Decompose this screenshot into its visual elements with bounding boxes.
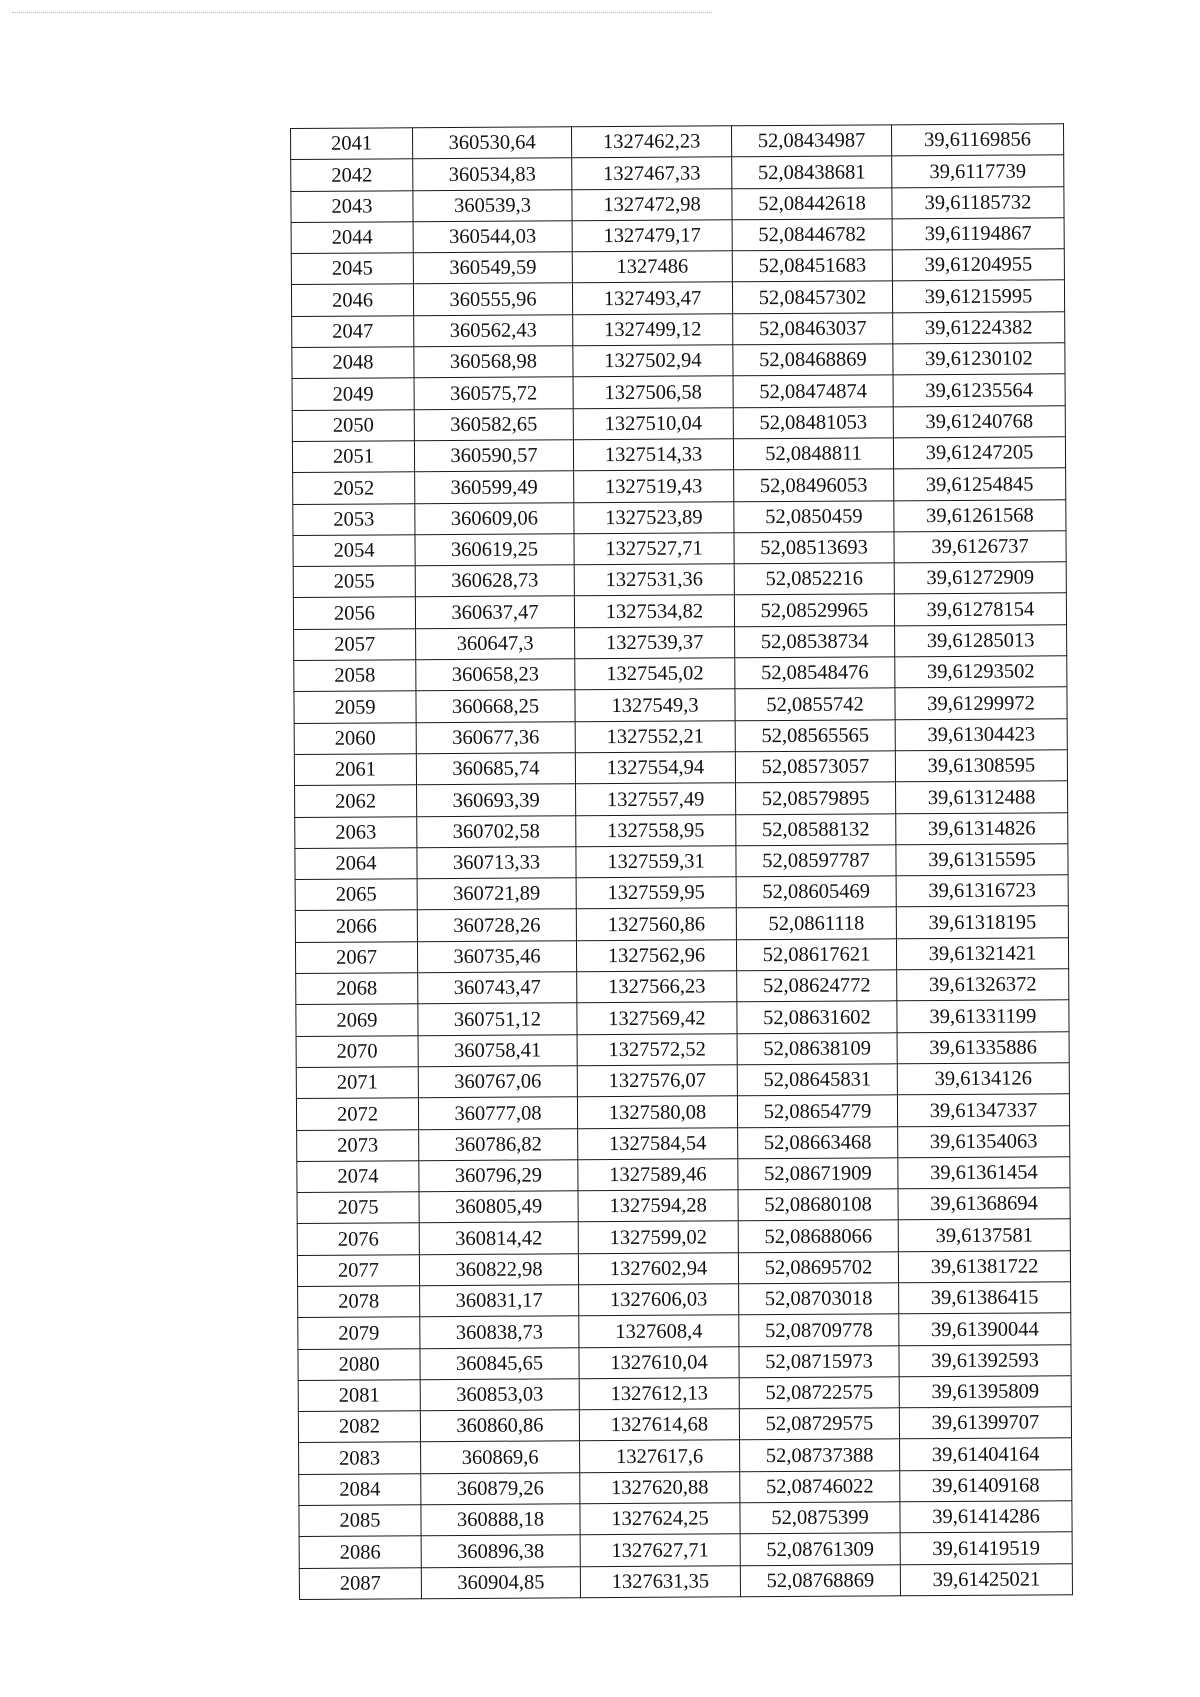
point-number-cell: 2058 <box>294 660 416 692</box>
longitude-cell: 39,61230102 <box>893 343 1065 375</box>
latitude-cell: 52,08631602 <box>737 1001 897 1033</box>
x-coordinate-cell: 360743,47 <box>418 972 577 1004</box>
x-coordinate-cell: 360869,6 <box>421 1441 580 1473</box>
x-coordinate-cell: 360549,59 <box>413 252 572 284</box>
table-row <box>296 1063 1069 1099</box>
longitude-cell: 39,61293502 <box>895 656 1067 688</box>
latitude-cell: 52,08709778 <box>739 1314 899 1346</box>
table-row <box>294 687 1067 723</box>
longitude-cell: 39,61315595 <box>896 844 1068 876</box>
latitude-cell: 52,08671909 <box>738 1158 898 1190</box>
y-coordinate-cell: 1327531,36 <box>574 564 734 596</box>
y-coordinate-cell: 1327499,12 <box>573 314 733 346</box>
longitude-cell: 39,6126737 <box>894 531 1066 563</box>
table-row <box>295 875 1068 911</box>
x-coordinate-cell: 360845,65 <box>420 1347 579 1379</box>
longitude-cell: 39,61419519 <box>900 1532 1072 1564</box>
latitude-cell: 52,08538734 <box>735 626 895 658</box>
table-row <box>296 1094 1069 1130</box>
latitude-cell: 52,0852216 <box>734 563 894 595</box>
longitude-cell: 39,61368694 <box>898 1188 1070 1220</box>
y-coordinate-cell: 1327608,4 <box>579 1315 739 1347</box>
table-row <box>297 1188 1070 1224</box>
table-row <box>295 812 1068 848</box>
table-row <box>293 562 1066 598</box>
x-coordinate-cell: 360721,89 <box>417 878 576 910</box>
table-row <box>299 1470 1072 1506</box>
point-number-cell: 2068 <box>296 973 418 1005</box>
latitude-cell: 52,08680108 <box>738 1189 898 1221</box>
longitude-cell: 39,61304423 <box>895 718 1067 750</box>
y-coordinate-cell: 1327624,25 <box>580 1503 740 1535</box>
point-number-cell: 2045 <box>291 253 413 285</box>
point-number-cell: 2081 <box>298 1380 420 1412</box>
y-coordinate-cell: 1327549,3 <box>575 689 735 721</box>
point-number-cell: 2053 <box>293 503 415 535</box>
latitude-cell: 52,08703018 <box>739 1283 899 1315</box>
x-coordinate-cell: 360831,17 <box>420 1285 579 1317</box>
point-number-cell: 2055 <box>293 566 415 598</box>
latitude-cell: 52,08474874 <box>733 375 893 407</box>
x-coordinate-cell: 360751,12 <box>418 1003 577 1035</box>
table-row <box>292 343 1065 379</box>
x-coordinate-cell: 360599,49 <box>415 471 574 503</box>
x-coordinate-cell: 360879,26 <box>421 1473 580 1505</box>
latitude-cell: 52,08722575 <box>739 1377 899 1409</box>
latitude-cell: 52,08513693 <box>734 532 894 564</box>
coordinates-table <box>290 123 1073 1600</box>
point-number-cell: 2080 <box>298 1348 420 1380</box>
table-row <box>298 1407 1071 1443</box>
x-coordinate-cell: 360677,36 <box>416 721 575 753</box>
y-coordinate-cell: 1327594,28 <box>578 1190 738 1222</box>
latitude-cell: 52,08468869 <box>733 344 893 376</box>
x-coordinate-cell: 360904,85 <box>421 1566 580 1598</box>
y-coordinate-cell: 1327620,88 <box>580 1472 740 1504</box>
longitude-cell: 39,61390044 <box>899 1313 1071 1345</box>
x-coordinate-cell: 360555,96 <box>413 283 572 315</box>
point-number-cell: 2072 <box>296 1098 418 1130</box>
latitude-cell: 52,08597787 <box>736 845 896 877</box>
longitude-cell: 39,61194867 <box>892 218 1064 250</box>
y-coordinate-cell: 1327472,98 <box>572 188 732 220</box>
longitude-cell: 39,61392593 <box>899 1344 1071 1376</box>
x-coordinate-cell: 360628,73 <box>415 565 574 597</box>
table-row <box>291 280 1064 316</box>
latitude-cell: 52,0861118 <box>736 907 896 939</box>
point-number-cell: 2051 <box>292 441 414 473</box>
latitude-cell: 52,08605469 <box>736 876 896 908</box>
point-number-cell: 2044 <box>291 222 413 254</box>
point-number-cell: 2073 <box>297 1129 419 1161</box>
longitude-cell: 39,61204955 <box>892 249 1064 281</box>
x-coordinate-cell: 360609,06 <box>415 502 574 534</box>
latitude-cell: 52,08688066 <box>738 1220 898 1252</box>
x-coordinate-cell: 360637,47 <box>415 596 574 628</box>
longitude-cell: 39,61318195 <box>896 906 1068 938</box>
table-row <box>296 1031 1069 1067</box>
x-coordinate-cell: 360728,26 <box>417 909 576 941</box>
table-row <box>291 124 1064 160</box>
x-coordinate-cell: 360530,64 <box>413 127 572 159</box>
latitude-cell: 52,08481053 <box>733 406 893 438</box>
y-coordinate-cell: 1327462,23 <box>571 126 731 158</box>
longitude-cell: 39,61316723 <box>896 875 1068 907</box>
y-coordinate-cell: 1327554,94 <box>575 752 735 784</box>
y-coordinate-cell: 1327589,46 <box>578 1159 738 1191</box>
point-number-cell: 2056 <box>293 597 415 629</box>
table-row <box>291 218 1064 254</box>
point-number-cell: 2059 <box>294 691 416 723</box>
latitude-cell: 52,08463037 <box>733 313 893 345</box>
table-row <box>291 186 1064 222</box>
y-coordinate-cell: 1327617,6 <box>580 1440 740 1472</box>
latitude-cell: 52,08737388 <box>740 1439 900 1471</box>
longitude-cell: 39,61312488 <box>896 781 1068 813</box>
latitude-cell: 52,08768869 <box>740 1564 900 1596</box>
longitude-cell: 39,61386415 <box>899 1282 1071 1314</box>
table-row <box>298 1282 1071 1318</box>
point-number-cell: 2076 <box>297 1223 419 1255</box>
y-coordinate-cell: 1327552,21 <box>575 720 735 752</box>
longitude-cell: 39,61278154 <box>894 593 1066 625</box>
table-row <box>294 625 1067 661</box>
point-number-cell: 2047 <box>292 316 414 348</box>
x-coordinate-cell: 360805,49 <box>419 1191 578 1223</box>
x-coordinate-cell: 360860,86 <box>420 1410 579 1442</box>
latitude-cell: 52,08638109 <box>737 1032 897 1064</box>
x-coordinate-cell: 360685,74 <box>416 753 575 785</box>
table-row <box>293 531 1066 567</box>
point-number-cell: 2085 <box>299 1505 421 1537</box>
x-coordinate-cell: 360658,23 <box>416 659 575 691</box>
x-coordinate-cell: 360668,25 <box>416 690 575 722</box>
longitude-cell: 39,61261568 <box>894 499 1066 531</box>
x-coordinate-cell: 360575,72 <box>414 377 573 409</box>
longitude-cell: 39,61299972 <box>895 687 1067 719</box>
longitude-cell: 39,61272909 <box>894 562 1066 594</box>
longitude-cell: 39,61254845 <box>894 468 1066 500</box>
x-coordinate-cell: 360647,3 <box>416 628 575 660</box>
point-number-cell: 2070 <box>296 1035 418 1067</box>
y-coordinate-cell: 1327602,94 <box>578 1252 738 1284</box>
latitude-cell: 52,08442618 <box>732 187 892 219</box>
table-row <box>293 593 1066 629</box>
longitude-cell: 39,61425021 <box>900 1563 1072 1595</box>
latitude-cell: 52,0848811 <box>733 438 893 470</box>
y-coordinate-cell: 1327599,02 <box>578 1221 738 1253</box>
table-row <box>299 1501 1072 1537</box>
table-row <box>295 937 1068 973</box>
point-number-cell: 2087 <box>299 1567 421 1599</box>
table-row <box>292 405 1065 441</box>
point-number-cell: 2048 <box>292 347 414 379</box>
x-coordinate-cell: 360702,58 <box>417 815 576 847</box>
y-coordinate-cell: 1327560,86 <box>576 908 736 940</box>
y-coordinate-cell: 1327557,49 <box>576 783 736 815</box>
longitude-cell: 39,61169856 <box>891 124 1063 156</box>
latitude-cell: 52,08761309 <box>740 1533 900 1565</box>
table-row <box>295 844 1068 880</box>
latitude-cell: 52,08565565 <box>735 719 895 751</box>
longitude-cell: 39,6134126 <box>897 1063 1069 1095</box>
longitude-cell: 39,61308595 <box>895 750 1067 782</box>
longitude-cell: 39,6137581 <box>898 1219 1070 1251</box>
table-row <box>293 499 1066 535</box>
table-row <box>299 1563 1072 1599</box>
y-coordinate-cell: 1327559,31 <box>576 846 736 878</box>
table-row <box>297 1125 1070 1161</box>
y-coordinate-cell: 1327631,35 <box>580 1565 740 1597</box>
point-number-cell: 2049 <box>292 378 414 410</box>
longitude-cell: 39,61331199 <box>897 1000 1069 1032</box>
table-row <box>297 1219 1070 1255</box>
point-number-cell: 2065 <box>295 879 417 911</box>
y-coordinate-cell: 1327523,89 <box>574 501 734 533</box>
point-number-cell: 2084 <box>299 1473 421 1505</box>
latitude-cell: 52,0875399 <box>740 1502 900 1534</box>
x-coordinate-cell: 360796,29 <box>419 1160 578 1192</box>
table-row <box>297 1250 1070 1286</box>
y-coordinate-cell: 1327514,33 <box>573 439 733 471</box>
x-coordinate-cell: 360568,98 <box>414 346 573 378</box>
y-coordinate-cell: 1327610,04 <box>579 1346 739 1378</box>
x-coordinate-cell: 360544,03 <box>413 221 572 253</box>
point-number-cell: 2042 <box>291 159 413 191</box>
y-coordinate-cell: 1327527,71 <box>574 533 734 565</box>
x-coordinate-cell: 360777,08 <box>418 1097 577 1129</box>
longitude-cell: 39,61347337 <box>897 1094 1069 1126</box>
y-coordinate-cell: 1327558,95 <box>576 814 736 846</box>
latitude-cell: 52,08451683 <box>732 250 892 282</box>
table-row <box>299 1532 1072 1568</box>
x-coordinate-cell: 360713,33 <box>417 847 576 879</box>
latitude-cell: 52,08746022 <box>740 1471 900 1503</box>
coordinates-table-body <box>291 124 1073 1600</box>
point-number-cell: 2078 <box>298 1286 420 1318</box>
point-number-cell: 2067 <box>295 941 417 973</box>
point-number-cell: 2050 <box>292 409 414 441</box>
x-coordinate-cell: 360838,73 <box>420 1316 579 1348</box>
point-number-cell: 2041 <box>291 128 413 160</box>
x-coordinate-cell: 360590,57 <box>414 440 573 472</box>
table-row <box>294 750 1067 786</box>
table-row <box>295 781 1068 817</box>
table-row <box>296 1000 1069 1036</box>
x-coordinate-cell: 360896,38 <box>421 1535 580 1567</box>
longitude-cell: 39,61235564 <box>893 374 1065 406</box>
x-coordinate-cell: 360539,3 <box>413 189 572 221</box>
x-coordinate-cell: 360562,43 <box>414 315 573 347</box>
table-row <box>296 969 1069 1005</box>
table-row <box>291 249 1064 285</box>
latitude-cell: 52,08588132 <box>736 813 896 845</box>
y-coordinate-cell: 1327562,96 <box>576 940 736 972</box>
table-row <box>294 718 1067 754</box>
x-coordinate-cell: 360853,03 <box>420 1379 579 1411</box>
latitude-cell: 52,08548476 <box>735 657 895 689</box>
latitude-cell: 52,08695702 <box>738 1251 898 1283</box>
latitude-cell: 52,08438681 <box>732 156 892 188</box>
point-number-cell: 2083 <box>299 1442 421 1474</box>
latitude-cell: 52,08663468 <box>738 1126 898 1158</box>
point-number-cell: 2043 <box>291 190 413 222</box>
latitude-cell: 52,08624772 <box>737 970 897 1002</box>
y-coordinate-cell: 1327519,43 <box>574 470 734 502</box>
table-row <box>298 1313 1071 1349</box>
point-number-cell: 2086 <box>299 1536 421 1568</box>
y-coordinate-cell: 1327534,82 <box>574 595 734 627</box>
point-number-cell: 2075 <box>297 1192 419 1224</box>
y-coordinate-cell: 1327486 <box>572 251 732 283</box>
y-coordinate-cell: 1327479,17 <box>572 220 732 252</box>
scan-artifact-line <box>12 12 712 13</box>
x-coordinate-cell: 360619,25 <box>415 534 574 566</box>
x-coordinate-cell: 360582,65 <box>414 408 573 440</box>
x-coordinate-cell: 360735,46 <box>417 940 576 972</box>
y-coordinate-cell: 1327467,33 <box>572 157 732 189</box>
longitude-cell: 39,61335886 <box>897 1031 1069 1063</box>
latitude-cell: 52,08617621 <box>736 939 896 971</box>
table-row <box>295 906 1068 942</box>
table-row <box>298 1344 1071 1380</box>
y-coordinate-cell: 1327584,54 <box>578 1127 738 1159</box>
table-row <box>298 1376 1071 1412</box>
latitude-cell: 52,08573057 <box>735 751 895 783</box>
y-coordinate-cell: 1327493,47 <box>572 282 732 314</box>
x-coordinate-cell: 360786,82 <box>419 1128 578 1160</box>
longitude-cell: 39,61354063 <box>898 1125 1070 1157</box>
point-number-cell: 2057 <box>294 628 416 660</box>
point-number-cell: 2060 <box>294 722 416 754</box>
longitude-cell: 39,61409168 <box>900 1470 1072 1502</box>
latitude-cell: 52,08529965 <box>734 594 894 626</box>
y-coordinate-cell: 1327572,52 <box>577 1033 737 1065</box>
y-coordinate-cell: 1327627,71 <box>580 1534 740 1566</box>
point-number-cell: 2062 <box>295 785 417 817</box>
table-row <box>292 312 1065 348</box>
latitude-cell: 52,0855742 <box>735 688 895 720</box>
y-coordinate-cell: 1327566,23 <box>577 971 737 1003</box>
y-coordinate-cell: 1327614,68 <box>579 1409 739 1441</box>
table-row <box>299 1438 1072 1474</box>
longitude-cell: 39,61326372 <box>897 969 1069 1001</box>
point-number-cell: 2071 <box>296 1067 418 1099</box>
x-coordinate-cell: 360822,98 <box>419 1253 578 1285</box>
point-number-cell: 2074 <box>297 1161 419 1193</box>
y-coordinate-cell: 1327580,08 <box>577 1096 737 1128</box>
table-row <box>293 468 1066 504</box>
longitude-cell: 39,61247205 <box>893 437 1065 469</box>
point-number-cell: 2066 <box>295 910 417 942</box>
table-row <box>292 437 1065 473</box>
longitude-cell: 39,6117739 <box>892 155 1064 187</box>
point-number-cell: 2052 <box>293 472 415 504</box>
point-number-cell: 2061 <box>294 754 416 786</box>
longitude-cell: 39,61395809 <box>899 1376 1071 1408</box>
point-number-cell: 2063 <box>295 816 417 848</box>
y-coordinate-cell: 1327539,37 <box>575 627 735 659</box>
point-number-cell: 2046 <box>291 284 413 316</box>
point-number-cell: 2079 <box>298 1317 420 1349</box>
longitude-cell: 39,61361454 <box>898 1157 1070 1189</box>
point-number-cell: 2054 <box>293 535 415 567</box>
latitude-cell: 52,08579895 <box>736 782 896 814</box>
longitude-cell: 39,61321421 <box>896 937 1068 969</box>
latitude-cell: 52,08654779 <box>737 1095 897 1127</box>
point-number-cell: 2064 <box>295 848 417 880</box>
y-coordinate-cell: 1327506,58 <box>573 376 733 408</box>
longitude-cell: 39,61224382 <box>893 312 1065 344</box>
y-coordinate-cell: 1327559,95 <box>576 877 736 909</box>
y-coordinate-cell: 1327545,02 <box>575 658 735 690</box>
x-coordinate-cell: 360693,39 <box>417 784 576 816</box>
longitude-cell: 39,61185732 <box>892 186 1064 218</box>
longitude-cell: 39,61404164 <box>900 1438 1072 1470</box>
y-coordinate-cell: 1327612,13 <box>579 1378 739 1410</box>
x-coordinate-cell: 360758,41 <box>418 1034 577 1066</box>
latitude-cell: 52,0850459 <box>734 500 894 532</box>
longitude-cell: 39,61314826 <box>896 812 1068 844</box>
table-row <box>292 374 1065 410</box>
longitude-cell: 39,61399707 <box>899 1407 1071 1439</box>
x-coordinate-cell: 360767,06 <box>418 1066 577 1098</box>
latitude-cell: 52,08457302 <box>732 281 892 313</box>
longitude-cell: 39,61285013 <box>895 625 1067 657</box>
latitude-cell: 52,08715973 <box>739 1345 899 1377</box>
latitude-cell: 52,08496053 <box>734 469 894 501</box>
point-number-cell: 2082 <box>298 1411 420 1443</box>
y-coordinate-cell: 1327569,42 <box>577 1002 737 1034</box>
point-number-cell: 2077 <box>297 1254 419 1286</box>
latitude-cell: 52,08446782 <box>732 219 892 251</box>
y-coordinate-cell: 1327502,94 <box>573 345 733 377</box>
longitude-cell: 39,61381722 <box>898 1250 1070 1282</box>
longitude-cell: 39,61240768 <box>893 405 1065 437</box>
x-coordinate-cell: 360814,42 <box>419 1222 578 1254</box>
longitude-cell: 39,61215995 <box>892 280 1064 312</box>
x-coordinate-cell: 360888,18 <box>421 1504 580 1536</box>
y-coordinate-cell: 1327510,04 <box>573 407 733 439</box>
latitude-cell: 52,08434987 <box>731 125 891 157</box>
y-coordinate-cell: 1327576,07 <box>577 1065 737 1097</box>
table-row <box>294 656 1067 692</box>
y-coordinate-cell: 1327606,03 <box>579 1284 739 1316</box>
latitude-cell: 52,08645831 <box>737 1064 897 1096</box>
table-row <box>291 155 1064 191</box>
point-number-cell: 2069 <box>296 1004 418 1036</box>
x-coordinate-cell: 360534,83 <box>413 158 572 190</box>
latitude-cell: 52,08729575 <box>739 1408 899 1440</box>
table-row <box>297 1157 1070 1193</box>
longitude-cell: 39,61414286 <box>900 1501 1072 1533</box>
